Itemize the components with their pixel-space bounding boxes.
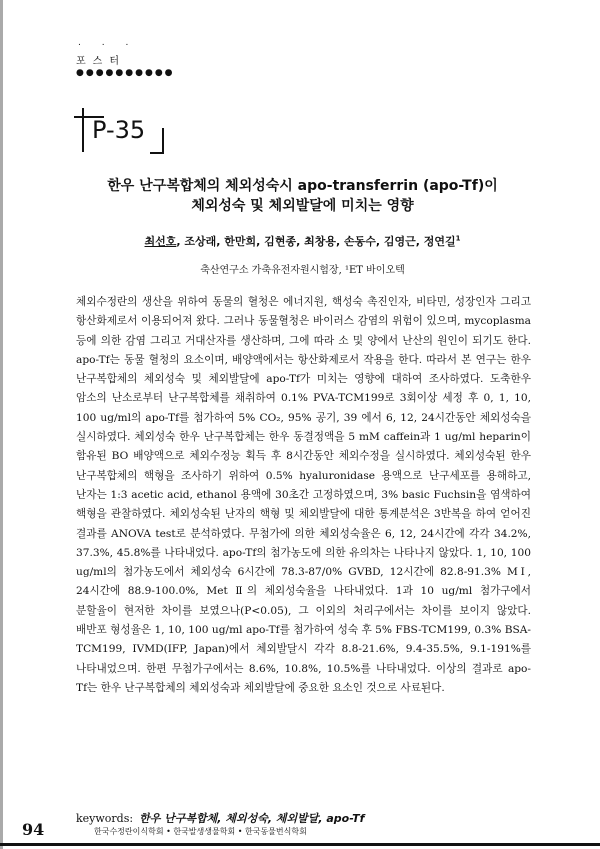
keywords-values: 한우 난구복합체, 체외성숙, 체외발달, apo-Tf	[139, 812, 365, 825]
abstract-number-box	[74, 108, 174, 158]
page-number: 94	[22, 820, 45, 839]
co-authors: , 조상래, 한만희, 김현종, 최창용, 손동수, 김영근, 정연길	[176, 235, 456, 248]
keywords-line	[76, 810, 364, 826]
author-affiliation-mark: 1	[455, 234, 461, 243]
header-dots: . . .	[78, 38, 138, 48]
abstract-number: P-35	[92, 116, 146, 144]
page-edge-shadow	[0, 0, 3, 849]
footer-rule	[0, 843, 600, 846]
first-author: 최선호	[144, 235, 177, 248]
header-dot-rule: ●●●●●●●●●●	[76, 68, 175, 78]
title-line-2: 체외성숙 및 체외발달에 미치는 영향	[191, 198, 414, 214]
footer-organizations: 한국수정란이식학회 • 한국발생생물학회 • 한국동물번식학회	[94, 827, 307, 836]
abstract-body: 체외수정란의 생산을 위하여 동물의 혈청은 에너지원, 핵성숙 촉진인자, 비타민, 성장인자 그리고 항산화제로서 이용되어져 왔다. 그러나 동물혈청은 바이러스 감염의 위험이 있으며, mycoplasma 등에 의한 감염 그리고 거대산자를 생산하며, 그에 따라 소 및 양에서 난산의 원인이 되기도 한다. apo-Tf는 동물 혈청의 요소이며, 배양액에서는 항산화제로서 작용을 한다. 따라서 본 연구는 한우 난구복합체의 체외성숙 및 체외발달에 apo-Tf가 미치는 영향에 대하여 조사하였다. 도축한우 암소의 난소로부터 난구복합체를 채취하여 0.1% PVA-TCM199로 3회이상 세정 후 0, 1, 10, 100 ug/ml의 apo-Tf를 첨가하여 5% CO₂, 95% 공기, 39 에서 6, 12, 24시간동안 체외성숙을 실시하였다. 체외성숙 한우 난구복합체는 한우 동결정액을 5 mM caffein과 1 ug/ml heparin이 함유된 BO 배양액으로 체외수정능 획득 후 8시간동안 체외수정을 실시하였다. 체외성숙된 한우 난구복합체의 핵형을 조사하기 위하여 0.5% hyaluronidase 용액으로 난구세포를 용해하고, 난자는 1:3 acetic acid, ethanol 용액에 30초간 고정하였으며, 3% basic Fuchsin을 염색하여 핵형을 관찰하였다. 체외성숙된 난자의 핵형 및 체외발달에 대한 통계분석은 3반복을 하여 얻어진 결과를 ANOVA test로 분석하였다. 무첨가에 의한 체외성숙율은 6, 12, 24시간에 각각 34.2%, 37.3%, 45.8%를 나타내었다. apo-Tf의 첨가농도에 의한 유의차는 나타나지 않았다. 1, 10, 100 ug/ml의 첨가농도에서 체외성숙 6시간에 78.3-87/0% GVBD, 12시간에 82.8-91.3% MⅠ, 24시간에 88.9-100.0%, Met Ⅱ의 체외성숙율을 나타내었다. 1과 10 ug/ml 첨가구에서 분할율이 현저한 차이를 보였으나(P<0.05), 그 이외의 처리구에서는 차이를 보이지 않았다. 배반포 형성율은 1, 10, 100 ug/ml apo-Tf를 첨가하여 성숙 후 5% FBS-TCM199, 0.3% BSA-TCM199, IVMD(IFP, Japan)에서 체외발달시 각각 8.8-21.6%, 9.4-35.5%, 9.1-191%를 나타내었으며. 한편 무첨가구에서는 8.6%, 10.8%, 10.5%를 나타내었다. 이상의 결과로 apo-Tf는 한우 난구복합체의 체외성숙과 체외발달에 중요한 요소인 것으로 사료된다.	[76, 296, 531, 694]
number-bracket-foot	[150, 152, 164, 154]
title-line-1: 한우 난구복합체의 체외성숙시 apo-transferrin (apo-Tf)이	[107, 178, 498, 194]
keywords-label: keywords:	[76, 812, 134, 825]
affiliation: 축산연구소 가축유전자원시험장, ¹ET 바이오텍	[200, 265, 405, 276]
abstract-title	[60, 176, 545, 216]
author-list	[60, 233, 545, 249]
number-bracket-tail	[162, 128, 164, 154]
section-label: 포스터	[76, 56, 126, 67]
number-bracket-vertical	[82, 108, 84, 152]
